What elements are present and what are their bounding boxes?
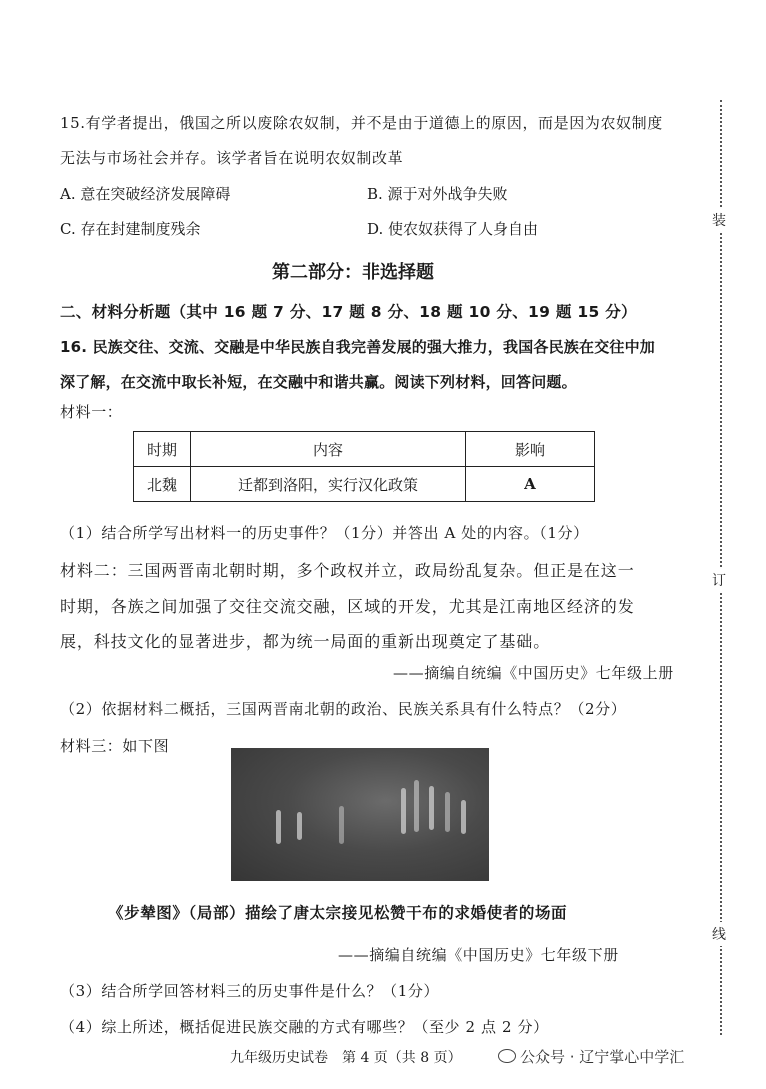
- sub-question-1: （1）结合所学写出材料一的历史事件？（1分）并答出 A 处的内容。（1分）: [60, 524, 589, 542]
- part2-title: 第二部分：非选择题: [272, 262, 434, 283]
- material2-line1: 材料二：三国两晋南北朝时期，多个政权并立，政局纷乱复杂。但正是在这一: [60, 561, 635, 580]
- material1-label: 材料一：: [60, 403, 123, 421]
- table-header-period: 时期: [134, 432, 191, 467]
- table-row: [134, 467, 595, 502]
- q15-line2: 无法与市场社会并存。该学者旨在说明农奴制改革: [60, 149, 404, 167]
- sub-question-3: （3）结合所学回答材料三的历史事件是什么？（1分）: [60, 982, 440, 1000]
- bunian-painting-image: [231, 748, 489, 881]
- sub-question-4: （4）综上所述，概括促进民族交融的方式有哪些？（至少 2 点 2 分）: [60, 1018, 549, 1036]
- table-header-row: [134, 432, 595, 467]
- table-header-impact: 影响: [466, 432, 595, 467]
- wechat-icon: [498, 1049, 516, 1063]
- image-caption-source: ——摘编自统编《中国历史》七年级下册: [338, 946, 619, 964]
- q16-intro-line1: 16. 民族交往、交流、交融是中华民族自我完善发展的强大推力，我国各民族在交往中加: [60, 338, 655, 356]
- q15-option-d: D. 使农奴获得了人身自由: [367, 220, 539, 238]
- margin-char-ding: 订: [712, 568, 726, 592]
- image-caption: 《步辇图》（局部）描绘了唐太宗接见松赞干布的求婚使者的场面: [108, 904, 568, 922]
- watermark: [498, 1046, 684, 1067]
- margin-char-zhuang: 装: [712, 208, 726, 232]
- material2-source: ——摘编自统编《中国历史》七年级上册: [393, 664, 674, 682]
- material2-line2: 时期，各族之间加强了交往交流交融，区域的开发，尤其是江南地区经济的发: [60, 597, 635, 616]
- q15-option-c: C. 存在封建制度残余: [60, 220, 201, 238]
- table-cell-impact: A: [466, 467, 595, 502]
- material3-label: 材料三：如下图: [60, 737, 170, 755]
- section2-heading: 二、材料分析题（其中 16 题 7 分、17 题 8 分、18 题 10 分、19 题 15 分）: [60, 303, 637, 321]
- table-cell-content: 迁都到洛阳，实行汉化政策: [191, 467, 466, 502]
- margin-char-xian: 线: [712, 922, 726, 946]
- material1-table: [133, 431, 595, 502]
- q15-line1: 15.有学者提出，俄国之所以废除农奴制，并不是由于道德上的原因，而是因为农奴制度: [60, 114, 663, 132]
- table-header-content: 内容: [191, 432, 466, 467]
- table-cell-period: 北魏: [134, 467, 191, 502]
- page-footer: 九年级历史试卷 第 4 页（共 8 页）: [230, 1050, 462, 1066]
- watermark-text: 公众号 · 辽宁掌心中学汇: [520, 1048, 685, 1066]
- q15-option-b: B. 源于对外战争失败: [367, 185, 508, 203]
- material2-line3: 展，科技文化的显著进步，都为统一局面的重新出现奠定了基础。: [60, 632, 551, 651]
- sub-question-2: （2）依据材料二概括，三国两晋南北朝的政治、民族关系具有什么特点？（2分）: [60, 700, 627, 718]
- q16-intro-line2: 深了解，在交流中取长补短，在交融中和谐共赢。阅读下列材料，回答问题。: [60, 373, 577, 391]
- q15-option-a: A. 意在突破经济发展障碍: [60, 185, 231, 203]
